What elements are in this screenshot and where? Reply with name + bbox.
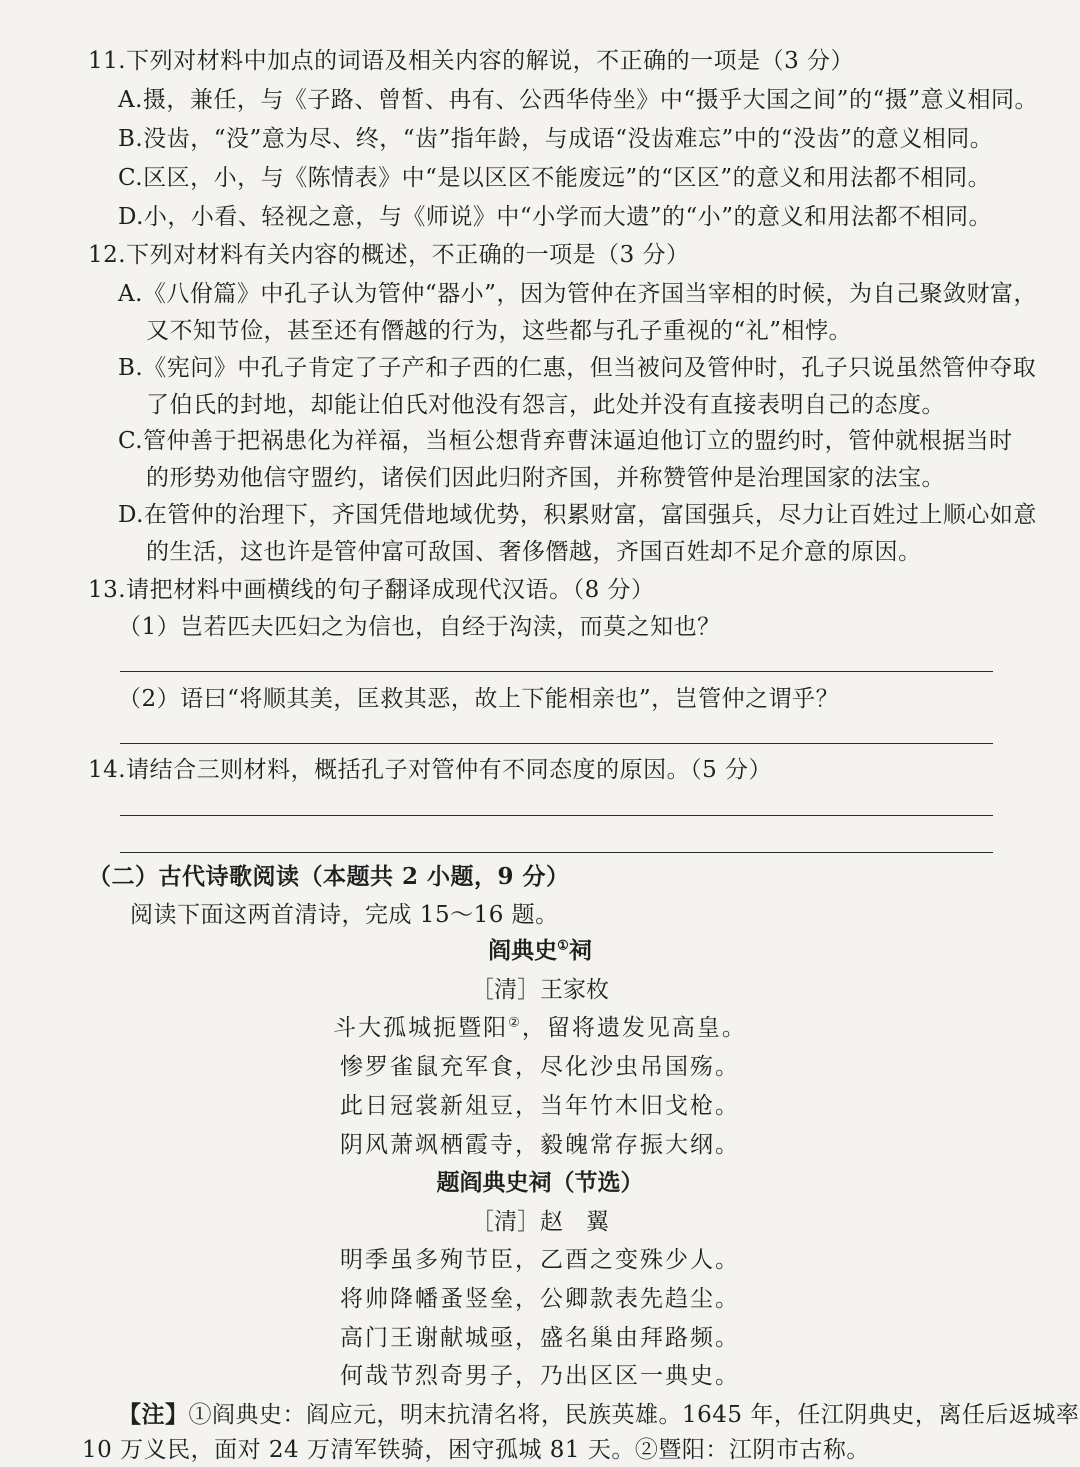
footnote-marker-1: ① [557, 938, 569, 954]
q11-stem: 11.下列对材料中加点的词语及相关内容的解说，不正确的一项是（3 分） [88, 48, 855, 74]
answer-line-q13-1[interactable] [120, 671, 993, 672]
footnote-marker-2: ② [508, 1015, 522, 1031]
q12-stem: 12.下列对材料有关内容的概述，不正确的一项是（3 分） [88, 242, 690, 268]
poem1-line-2: 惨罗雀鼠充军食，尽化沙虫吊国殇。 [340, 1054, 740, 1080]
q12-option-a-line1: A.《八佾篇》中孔子认为管仲“器小”，因为管仲在齐国当宰相的时候，为自己聚敛财富， [118, 281, 1037, 307]
q13-stem: 13.请把材料中画横线的句子翻译成现代汉语。（8 分） [88, 577, 655, 603]
q11-option-b: B.没齿，“没”意为尽、终，“齿”指年龄，与成语“没齿难忘”中的“没齿”的意义相同。 [118, 126, 994, 152]
section-intro: 阅读下面这两首清诗，完成 15～16 题。 [130, 902, 559, 928]
q12-option-c-line2: 的形势劝他信守盟约，诸侯们因此归附齐国，并称赞管仲是治理国家的法宝。 [146, 465, 945, 491]
poem2-author: ［清］赵 翼 [471, 1209, 609, 1235]
answer-line-q14-1[interactable] [120, 815, 993, 816]
q11-option-a: A.摄，兼任，与《子路、曾皙、冉有、公西华侍坐》中“摄乎大国之间”的“摄”意义相同。 [118, 87, 1038, 113]
section-heading: （二）古代诗歌阅读（本题共 2 小题，9 分） [88, 863, 570, 890]
q12-option-b-line1: B.《宪问》中孔子肯定了子产和子西的仁惠，但当被问及管仲时，孔子只说虽然管仲夺取 [118, 355, 1037, 381]
poem2-line-1: 明季虽多殉节臣，乙酉之变殊少人。 [340, 1247, 740, 1273]
poem1-title: 阎典史①祠 [488, 937, 592, 964]
note-line-1: 【注】①阎典史：阎应元，明末抗清名将，民族英雄。1645 年，任江阴典史，离任后返城率 [118, 1401, 1080, 1428]
q13-sentence-1: （1）岂若匹夫匹妇之为信也，自经于沟渎，而莫之知也？ [118, 614, 721, 640]
poem1-author: ［清］王家枚 [471, 977, 609, 1003]
poem1-line-3: 此日冠裳新俎豆，当年竹木旧戈枪。 [340, 1093, 740, 1119]
q11-option-d: D.小，小看、轻视之意，与《师说》中“小学而大遗”的“小”的意义和用法都不相同。 [118, 204, 992, 230]
q12-option-d-line2: 的生活，这也许是管仲富可敌国、奢侈僭越，齐国百姓却不足介意的原因。 [146, 539, 922, 565]
poem1-line-4: 阴风萧飒栖霞寺，毅魄常存振大纲。 [340, 1132, 740, 1158]
answer-line-q13-2[interactable] [120, 743, 993, 744]
q12-option-b-line2: 了伯氏的封地，却能让伯氏对他没有怨言，此处并没有直接表明自己的态度。 [146, 392, 945, 418]
q12-option-d-line1: D.在管仲的治理下，齐国凭借地域优势，积累财富，富国强兵，尽力让百姓过上顺心如意 [118, 502, 1037, 528]
q12-option-a-line2: 又不知节俭，甚至还有僭越的行为，这些都与孔子重视的“礼”相悖。 [146, 318, 853, 344]
answer-line-q14-2[interactable] [120, 852, 993, 853]
poem2-line-4: 何哉节烈奇男子，乃出区区一典史。 [340, 1363, 740, 1389]
q14-stem: 14.请结合三则材料，概括孔子对管仲有不同态度的原因。（5 分） [88, 757, 773, 783]
q13-sentence-2: （2）语曰“将顺其美，匡救其恶，故上下能相亲也”，岂管仲之谓乎？ [118, 686, 840, 712]
note-line-2: 10 万义民，面对 24 万清军铁骑，困守孤城 81 天。②暨阳：江阴市古称。 [82, 1437, 870, 1463]
poem1-line-1: 斗大孤城扼暨阳②，留将遗发见高皇。 [333, 1015, 747, 1041]
note-label: 【注】 [118, 1401, 189, 1428]
q12-option-c-line1: C.管仲善于把祸患化为祥福，当桓公想背弃曹沫逼迫他订立的盟约时，管仲就根据当时 [118, 428, 1013, 454]
q11-option-c: C.区区，小，与《陈情表》中“是以区区不能废远”的“区区”的意义和用法都不相同。 [118, 165, 992, 191]
poem2-line-2: 将帅降幡蚤竖垒，公卿款表先趋尘。 [340, 1286, 740, 1312]
poem2-title: 题阎典史祠（节选） [436, 1169, 644, 1196]
poem2-line-3: 高门王谢献城亟，盛名巢由拜路频。 [340, 1325, 740, 1351]
